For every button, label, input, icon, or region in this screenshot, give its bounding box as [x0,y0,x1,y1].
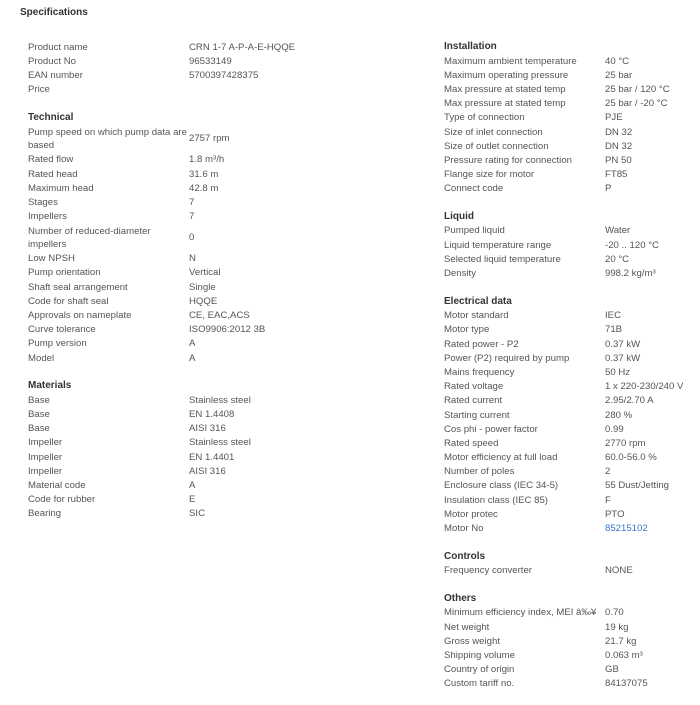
spec-value: A [189,352,196,364]
spec-row-shaft-seal-arrangement [28,280,408,294]
section-title: Controls [444,550,486,562]
spec-label: Code for rubber [28,494,96,506]
spec-value: DN 32 [605,126,633,138]
spec-label: Rated head [28,168,78,180]
spec-value: 40 °C [605,55,630,67]
spec-row-impellers [28,210,408,224]
spec-row-rated-current [444,394,694,408]
spec-value: Stainless steel [189,437,251,449]
section-title: Others [444,592,477,604]
spec-row-enclosure-class-iec-34-5 [444,479,694,493]
section-controls [444,550,694,578]
spec-label: Bearing [28,508,62,520]
spec-value: 0.99 [605,423,624,435]
spec-value: 42.8 m [189,182,219,194]
spec-label: Pump speed on which pump data are based [28,126,187,151]
spec-row-ean-number [28,68,408,82]
spec-label: Maximum ambient temperature [444,55,577,67]
spec-value: 71B [605,324,623,336]
spec-label: Mains frequency [444,366,515,378]
spec-label: Size of inlet connection [444,126,543,138]
spec-value: Stainless steel [189,394,251,406]
spec-label: Motor type [444,324,490,336]
spec-value: EN 1.4408 [189,408,235,420]
spec-row-base [28,393,408,407]
spec-row-motor-type [444,323,694,337]
spec-value: 2.95/2.70 A [605,395,654,407]
spec-row-liquid-temperature-range [444,238,694,252]
spec-row-cos-phi-power-factor [444,422,694,436]
spec-value: 7 [189,211,195,223]
spec-value: HQQE [189,295,218,307]
spec-row-rated-power-p2 [444,337,694,351]
spec-value: 5700397428375 [189,69,259,81]
spec-value: 20 °C [605,253,630,265]
spec-value: 0.063 m³ [605,649,643,661]
spec-value: 31.6 m [189,168,219,180]
spec-value: 0.37 kW [605,338,641,350]
spec-label: Pumped liquid [444,225,505,237]
spec-label: Maximum operating pressure [444,69,569,81]
spec-value: 2757 rpm [189,133,230,145]
spec-row-insulation-class-iec-85 [444,493,694,507]
spec-value: 19 kg [605,621,629,633]
spec-label: Motor standard [444,310,509,322]
spec-label: Number of reduced-diameter impellers [28,225,151,250]
spec-row-number-of-poles [444,465,694,479]
spec-value: AISI 316 [189,423,226,435]
spec-row-max-pressure-at-stated-temp [444,97,694,111]
section-product-info [28,40,408,97]
spec-row-number-of-reduced-diameter-impellers [28,224,408,252]
spec-label: Impeller [28,465,63,477]
spec-label: Rated power - P2 [444,338,519,350]
spec-row-impeller [28,436,408,450]
spec-label: Price [28,84,50,96]
spec-row-base [28,422,408,436]
spec-row-product-name [28,40,408,54]
spec-label: Material code [28,479,86,491]
spec-label: Model [28,352,55,364]
spec-row-density [444,266,694,280]
spec-value: CE, EAC,ACS [189,310,250,322]
spec-value: PN 50 [605,154,632,166]
spec-label: Cos phi - power factor [444,423,538,435]
spec-value: Vertical [189,267,221,279]
spec-label: Country of origin [444,664,515,676]
spec-label: Low NPSH [28,253,75,265]
spec-label: Size of outlet connection [444,140,549,152]
spec-row-motor-standard [444,309,694,323]
section-installation [444,40,694,196]
spec-label: Max pressure at stated temp [444,83,566,95]
spec-label: Pump version [28,338,87,350]
spec-label: Base [28,423,50,435]
spec-row-model [28,351,408,365]
spec-label: Pressure rating for connection [444,154,572,166]
spec-label: Impeller [28,437,63,449]
spec-row-rated-speed [444,436,694,450]
left-column [28,40,408,535]
spec-value: 55 Dust/Jetting [605,480,669,492]
spec-row-shipping-volume [444,648,694,662]
spec-value: PTO [605,508,625,520]
spec-value: 60.0-56.0 % [605,452,657,464]
spec-row-maximum-operating-pressure [444,68,694,82]
spec-value: 0.37 kW [605,352,641,364]
spec-label: Motor No [444,523,484,535]
section-title: Liquid [444,210,474,222]
spec-label: Curve tolerance [28,324,96,336]
spec-value: 96533149 [189,55,232,67]
spec-label: Shipping volume [444,649,515,661]
spec-value: SIC [189,508,205,520]
spec-label: Impeller [28,451,63,463]
spec-row-net-weight [444,620,694,634]
spec-row-price [28,83,408,97]
spec-row-motor-efficiency-at-full-load [444,451,694,465]
spec-value: A [189,338,196,350]
spec-label: Net weight [444,621,490,633]
spec-value: 0.70 [605,607,624,619]
spec-label: Motor efficiency at full load [444,452,558,464]
spec-label: Custom tariff no. [444,678,515,690]
spec-row-maximum-head [28,181,408,195]
spec-label: Number of poles [444,466,515,478]
spec-label: Max pressure at stated temp [444,98,566,110]
spec-value: 84137075 [605,678,648,690]
section-liquid [444,210,694,281]
spec-label: Motor protec [444,508,498,520]
spec-row-impeller [28,450,408,464]
spec-value: IEC [605,310,621,322]
spec-row-minimum-efficiency-index-mei [444,606,694,620]
spec-row-motor-no [444,521,694,535]
spec-row-rated-voltage [444,380,694,394]
spec-value: 25 bar / -20 °C [605,98,668,110]
spec-label: Rated speed [444,437,499,449]
spec-row-selected-liquid-temperature [444,252,694,266]
spec-label: Minimum efficiency index, MEI â‰¥ [444,607,597,619]
page-title: Specifications [20,7,88,18]
spec-value: 50 Hz [605,366,631,378]
section-technical [28,111,408,365]
spec-row-flange-size-for-motor [444,168,694,182]
spec-label: Connect code [444,183,504,195]
spec-row-code-for-shaft-seal [28,294,408,308]
spec-value: EN 1.4401 [189,451,235,463]
spec-row-curve-tolerance [28,323,408,337]
spec-label: Liquid temperature range [444,239,552,251]
spec-row-rated-flow [28,153,408,167]
spec-value: Water [605,225,631,237]
spec-row-pump-speed-on-which-pump-data-are-based [28,125,408,153]
spec-row-country-of-origin [444,663,694,677]
spec-label: Insulation class (IEC 85) [444,494,548,506]
spec-row-maximum-ambient-temperature [444,54,694,68]
spec-label: Starting current [444,409,510,421]
section-materials [28,379,408,521]
spec-row-size-of-inlet-connection [444,125,694,139]
spec-value: DN 32 [605,140,633,152]
spec-label: Maximum head [28,182,94,194]
spec-value-link[interactable]: 85215102 [605,523,648,535]
spec-row-impeller [28,464,408,478]
spec-label: Density [444,268,476,280]
spec-row-rated-head [28,167,408,181]
section-others [444,592,694,691]
spec-value: 25 bar / 120 °C [605,83,670,95]
spec-row-motor-protec [444,507,694,521]
spec-label: Rated voltage [444,381,504,393]
section-title: Electrical data [444,295,512,307]
spec-label: Power (P2) required by pump [444,352,570,364]
spec-value: 7 [189,196,195,208]
spec-row-bearing [28,507,408,521]
spec-row-product-no [28,54,408,68]
spec-value: 2 [605,466,611,478]
spec-value: 280 % [605,409,633,421]
spec-value: AISI 316 [189,465,226,477]
spec-row-pump-version [28,337,408,351]
spec-label: Base [28,394,50,406]
spec-value: F [605,494,611,506]
spec-row-low-npsh [28,252,408,266]
spec-value: P [605,183,612,195]
spec-row-mains-frequency [444,365,694,379]
spec-label: Rated flow [28,154,74,166]
spec-row-power-p2-required-by-pump [444,351,694,365]
spec-value: 2770 rpm [605,437,646,449]
spec-value: 25 bar [605,69,633,81]
spec-label: Shaft seal arrangement [28,281,128,293]
spec-row-max-pressure-at-stated-temp [444,82,694,96]
section-title: Technical [28,111,74,123]
section-electrical-data [444,295,694,536]
spec-label: Pump orientation [28,267,101,279]
spec-value: A [189,479,196,491]
spec-row-pumped-liquid [444,224,694,238]
spec-value: E [189,494,196,506]
spec-value: PJE [605,112,623,124]
spec-row-pressure-rating-for-connection [444,153,694,167]
spec-label: Code for shaft seal [28,295,109,307]
spec-row-approvals-on-nameplate [28,308,408,322]
spec-label: Base [28,408,50,420]
spec-label: Selected liquid temperature [444,253,561,265]
spec-label: Product No [28,55,76,67]
spec-label: Enclosure class (IEC 34-5) [444,480,559,492]
spec-row-size-of-outlet-connection [444,139,694,153]
spec-label: Flange size for motor [444,169,535,181]
spec-row-starting-current [444,408,694,422]
spec-label: Type of connection [444,112,525,124]
spec-value: FT85 [605,169,628,181]
spec-row-base [28,407,408,421]
spec-label: Frequency converter [444,565,532,577]
spec-row-type-of-connection [444,111,694,125]
spec-row-pump-orientation [28,266,408,280]
right-column [444,40,694,705]
spec-row-frequency-converter [444,564,694,578]
spec-label: Approvals on nameplate [28,310,132,322]
spec-row-material-code [28,478,408,492]
spec-value: ISO9906:2012 3B [189,324,266,336]
spec-label: Rated current [444,395,503,407]
spec-value: Single [189,281,216,293]
spec-value: NONE [605,565,633,577]
section-title: Installation [444,41,497,52]
spec-label: Product name [28,41,88,53]
spec-row-connect-code [444,182,694,196]
spec-value: CRN 1-7 A-P-A-E-HQQE [189,41,296,53]
spec-value: 1.8 m³/h [189,154,225,166]
spec-label: Impellers [28,211,67,223]
spec-label: Stages [28,196,58,208]
spec-value: 1 x 220-230/240 V [605,381,684,393]
spec-value: GB [605,664,619,676]
spec-value: N [189,253,196,265]
spec-row-stages [28,195,408,209]
spec-value: 998.2 kg/m³ [605,268,656,280]
section-title: Materials [28,380,72,392]
spec-row-code-for-rubber [28,493,408,507]
spec-value: -20 .. 120 °C [605,239,659,251]
spec-row-custom-tariff-no [444,677,694,691]
spec-row-gross-weight [444,634,694,648]
spec-value: 21.7 kg [605,635,637,647]
spec-value: 0 [189,232,195,244]
spec-label: EAN number [28,69,83,81]
spec-label: Gross weight [444,635,500,647]
